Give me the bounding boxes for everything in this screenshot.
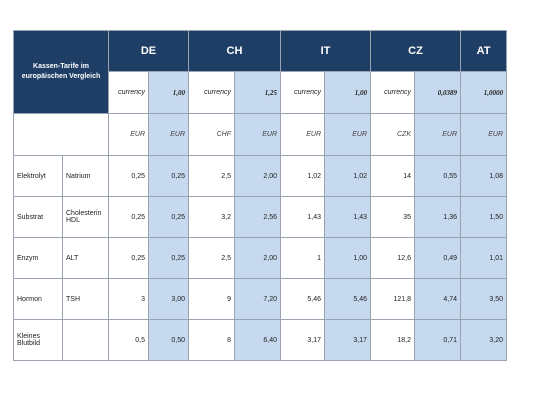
- value-cell: 0,50: [149, 320, 189, 361]
- value-cell: 1,02: [325, 156, 371, 197]
- value-cell: 1,43: [325, 197, 371, 238]
- value-cell: 0,49: [415, 238, 461, 279]
- value-cell: 2,00: [235, 156, 281, 197]
- value-cell: 0,55: [415, 156, 461, 197]
- value-cell: 5,46: [281, 279, 325, 320]
- unit-cell: EUR: [235, 114, 281, 156]
- unit-row-blank: [14, 114, 109, 156]
- value-cell: 0,5: [109, 320, 149, 361]
- value-cell: 3: [109, 279, 149, 320]
- value-cell: 1,43: [281, 197, 325, 238]
- category-cell: Substrat: [14, 197, 63, 238]
- currency-label: currency: [189, 72, 235, 114]
- unit-cell: CHF: [189, 114, 235, 156]
- exchange-rate: 0,0389: [415, 72, 461, 114]
- value-cell: 0,25: [109, 197, 149, 238]
- value-cell: 1,08: [461, 156, 507, 197]
- value-cell: 3,2: [189, 197, 235, 238]
- value-cell: 0,25: [109, 156, 149, 197]
- test-cell: Natrium: [63, 156, 109, 197]
- category-cell: Elektrolyt: [14, 156, 63, 197]
- unit-cell: EUR: [149, 114, 189, 156]
- value-cell: 1: [281, 238, 325, 279]
- value-cell: 9: [189, 279, 235, 320]
- value-cell: 7,20: [235, 279, 281, 320]
- value-cell: 1,01: [461, 238, 507, 279]
- value-cell: 3,17: [281, 320, 325, 361]
- value-cell: 121,8: [371, 279, 415, 320]
- value-cell: 0,71: [415, 320, 461, 361]
- table-title: Kassen-Tarife im europäischen Vergleich: [14, 31, 109, 114]
- currency-label: currency: [371, 72, 415, 114]
- value-cell: 2,5: [189, 156, 235, 197]
- value-cell: 1,02: [281, 156, 325, 197]
- value-cell: 2,56: [235, 197, 281, 238]
- value-cell: 1,36: [415, 197, 461, 238]
- test-cell: TSH: [63, 279, 109, 320]
- unit-cell: EUR: [415, 114, 461, 156]
- value-cell: 1,50: [461, 197, 507, 238]
- value-cell: 2,00: [235, 238, 281, 279]
- value-cell: 1,00: [325, 238, 371, 279]
- table-row: [14, 197, 507, 238]
- country-header-de: DE: [109, 31, 189, 72]
- unit-cell: CZK: [371, 114, 415, 156]
- country-header-at: AT: [461, 31, 507, 72]
- test-cell: ALT: [63, 238, 109, 279]
- category-cell: Kleines Blutbild: [14, 320, 63, 361]
- tariff-comparison-table: [13, 30, 507, 361]
- test-cell: [63, 320, 109, 361]
- value-cell: 3,50: [461, 279, 507, 320]
- table-row: [14, 320, 507, 361]
- value-cell: 0,25: [149, 197, 189, 238]
- value-cell: 8: [189, 320, 235, 361]
- value-cell: 3,20: [461, 320, 507, 361]
- country-header-it: IT: [281, 31, 371, 72]
- value-cell: 3,00: [149, 279, 189, 320]
- category-cell: Enzym: [14, 238, 63, 279]
- value-cell: 12,6: [371, 238, 415, 279]
- value-cell: 14: [371, 156, 415, 197]
- value-cell: 2,5: [189, 238, 235, 279]
- value-cell: 4,74: [415, 279, 461, 320]
- unit-cell: EUR: [325, 114, 371, 156]
- value-cell: 18,2: [371, 320, 415, 361]
- country-header-cz: CZ: [371, 31, 461, 72]
- value-cell: 0,25: [149, 238, 189, 279]
- table-row: [14, 279, 507, 320]
- value-cell: 35: [371, 197, 415, 238]
- value-cell: 3,17: [325, 320, 371, 361]
- unit-cell: EUR: [109, 114, 149, 156]
- value-cell: 5,46: [325, 279, 371, 320]
- value-cell: 0,25: [149, 156, 189, 197]
- exchange-rate: 1,00: [149, 72, 189, 114]
- test-cell: Cholesterin HDL: [63, 197, 109, 238]
- category-cell: Hormon: [14, 279, 63, 320]
- currency-label: currency: [281, 72, 325, 114]
- unit-cell: EUR: [461, 114, 507, 156]
- unit-cell: EUR: [281, 114, 325, 156]
- exchange-rate: 1,25: [235, 72, 281, 114]
- exchange-rate: 1,00: [325, 72, 371, 114]
- currency-label: currency: [109, 72, 149, 114]
- exchange-rate: 1,0000: [461, 72, 507, 114]
- table-row: [14, 156, 507, 197]
- table-row: [14, 238, 507, 279]
- value-cell: 6,40: [235, 320, 281, 361]
- country-header-ch: CH: [189, 31, 281, 72]
- value-cell: 0,25: [109, 238, 149, 279]
